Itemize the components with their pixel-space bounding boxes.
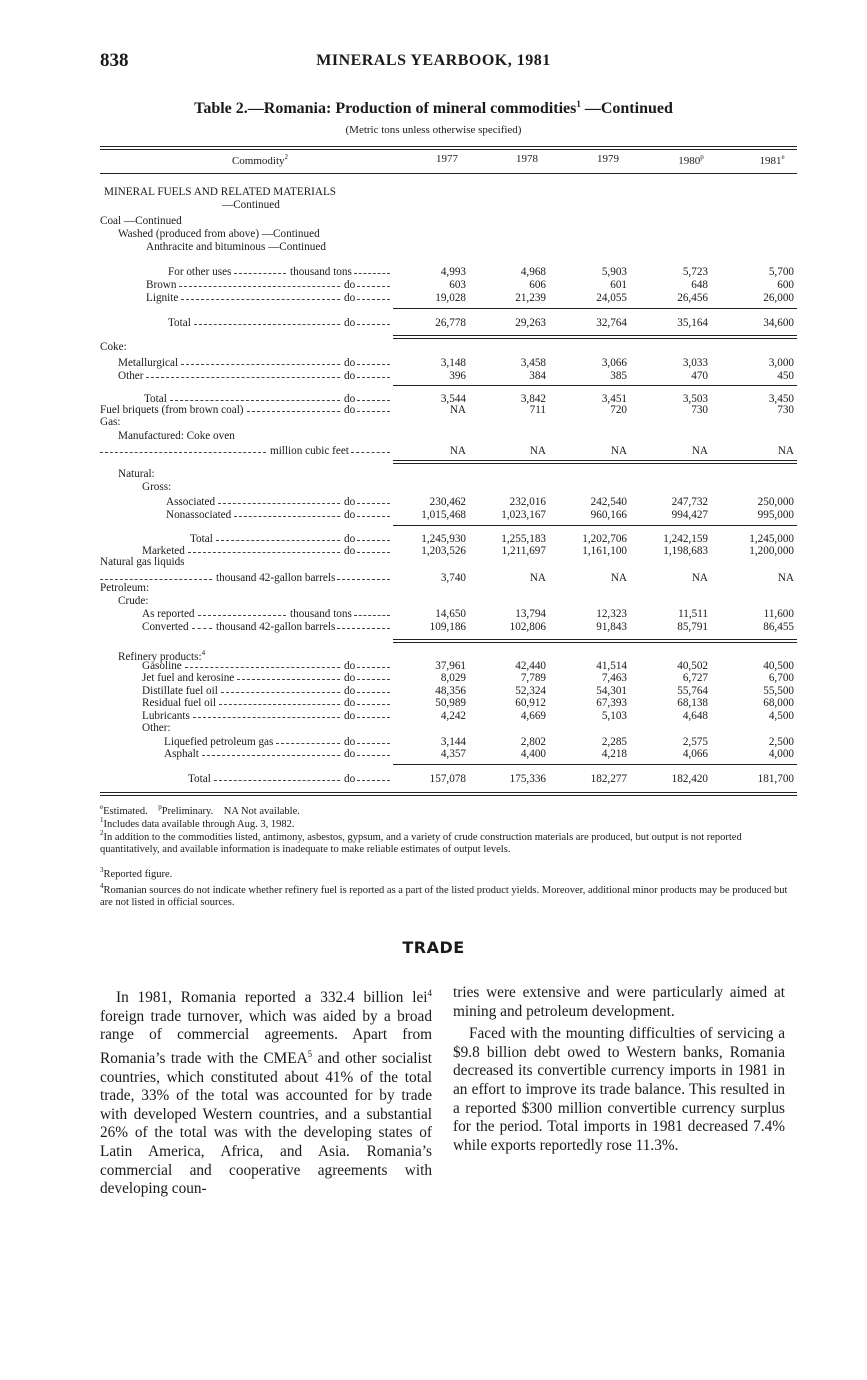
col-1978: 1978 (516, 153, 538, 165)
row-value: 32,764 (596, 317, 627, 329)
trade-p1-sup-b: 5 (307, 1048, 313, 1059)
leader-dots (170, 400, 340, 401)
row-value: 232,016 (509, 496, 546, 508)
row-label: Total (188, 773, 211, 785)
row-unit: do (344, 279, 356, 291)
row-unit: do (344, 292, 356, 304)
col-1981 (750, 153, 794, 167)
table-top-rule (100, 146, 797, 150)
row-value: NA (691, 445, 708, 457)
row-label: Lubricants (142, 710, 190, 722)
row-value: 3,740 (440, 572, 466, 584)
leader-dots (234, 273, 286, 274)
row-value: 19,028 (435, 292, 466, 304)
row-unit: do (344, 545, 356, 557)
row-value: 157,078 (429, 773, 466, 785)
row-value: 6,700 (768, 672, 794, 684)
row-value: 711 (529, 404, 546, 416)
footnote-2-text: In addition to the commodities listed, antimony, asbestos, gypsum, and a variety of crude construction materials are produced, but output is not reported quantitatively, and available information is inadequate to make reliable estimates of output levels. (100, 831, 742, 855)
row-value: 21,239 (515, 292, 546, 304)
footnote-p-sup: p (158, 803, 162, 811)
row-value: 175,336 (509, 773, 546, 785)
table-row (100, 317, 797, 330)
row-value: NA (610, 445, 627, 457)
heading-gross: Gross: (142, 481, 172, 493)
section-heading-cont: —Continued (222, 199, 280, 211)
table-row (100, 572, 797, 585)
row-value: NA (449, 404, 466, 416)
row-value: 384 (529, 370, 546, 382)
row-value: 4,993 (440, 266, 466, 278)
heading-anthracite: Anthracite and bituminous —Continued (146, 241, 326, 253)
row-label: Total (190, 533, 213, 545)
table-row (100, 279, 797, 292)
row-value: 68,000 (763, 697, 794, 709)
leader-dots (218, 503, 340, 504)
table-row (100, 496, 797, 509)
table-subtitle: (Metric tons unless otherwise specified) (345, 124, 522, 136)
row-value: 3,544 (440, 393, 466, 405)
row-value: 60,912 (515, 697, 546, 709)
leader-dots (179, 286, 340, 287)
row-unit: do (344, 404, 356, 416)
footnote-estimated: Estimated. (103, 805, 148, 817)
table-bottom-rule (100, 792, 797, 796)
row-value: 34,600 (763, 317, 794, 329)
row-unit: do (344, 393, 356, 405)
section-rule (393, 639, 797, 643)
col-1977: 1977 (436, 153, 458, 165)
row-value: 182,277 (590, 773, 627, 785)
section-rule (393, 335, 797, 339)
sum-rule (393, 764, 797, 765)
row-value: 42,440 (515, 660, 546, 672)
col-commodity-sup: 2 (284, 153, 289, 161)
table-title-suffix: —Continued (580, 100, 673, 118)
table-row (100, 773, 797, 786)
row-unit: do (344, 317, 356, 329)
row-value: 603 (449, 279, 466, 291)
row-value: 102,806 (509, 621, 546, 633)
row-value: 3,450 (768, 393, 794, 405)
row-value: 960,166 (590, 509, 627, 521)
row-unit: million cubic feet (270, 445, 349, 457)
row-value: 3,458 (520, 357, 546, 369)
row-value: 250,000 (757, 496, 794, 508)
row-value: 4,968 (520, 266, 546, 278)
row-value: 1,211,697 (501, 545, 546, 557)
row-value: 26,000 (763, 292, 794, 304)
row-label: Converted (142, 621, 189, 633)
leader-dots (202, 755, 340, 756)
footnote-na: NA Not available. (223, 805, 300, 817)
row-unit: do (344, 509, 356, 521)
row-value: 14,650 (435, 608, 466, 620)
table-title (0, 99, 867, 118)
row-value: 1,198,683 (663, 545, 708, 557)
row-value: 4,648 (682, 710, 708, 722)
row-label: Total (144, 393, 167, 405)
row-unit: do (344, 660, 356, 672)
table-row (100, 370, 797, 383)
row-value: 13,794 (515, 608, 546, 620)
col-1980-sup: p (700, 153, 704, 161)
row-value: NA (691, 572, 708, 584)
row-unit: do (344, 685, 356, 697)
row-value: NA (777, 572, 794, 584)
row-value: 91,843 (596, 621, 627, 633)
table-row (100, 445, 797, 458)
row-value: 55,500 (763, 685, 794, 697)
leader-dots (192, 628, 212, 629)
row-value: 3,144 (440, 736, 466, 748)
row-value: 41,514 (596, 660, 627, 672)
footnote-3-text: Reported figure. (103, 868, 173, 880)
heading-crude: Crude: (118, 595, 149, 607)
row-value: 4,400 (520, 748, 546, 760)
row-unit: thousand 42-gallon barrels (216, 621, 336, 633)
row-label: Total (168, 317, 191, 329)
row-value: 11,600 (763, 608, 794, 620)
row-value: 606 (529, 279, 546, 291)
heading-coal: Coal —Continued (100, 215, 182, 227)
row-value: 12,323 (596, 608, 627, 620)
row-value: 6,727 (682, 672, 708, 684)
row-value: 5,103 (601, 710, 627, 722)
row-value: 1,161,100 (582, 545, 627, 557)
leader-dots (100, 452, 266, 453)
heading-ngl: Natural gas liquids (100, 556, 185, 568)
row-value: 50,989 (435, 697, 466, 709)
row-value: 1,202,706 (582, 533, 627, 545)
row-value: NA (610, 572, 627, 584)
trade-p1-part-b: foreign trade turnover, which was aided by a broad range of commercial agreements. Apart from Romania’s trade with the CMEA (100, 1007, 432, 1067)
row-value: 8,029 (440, 672, 466, 684)
row-value: 67,393 (596, 697, 627, 709)
footnote-2 (100, 827, 797, 856)
row-value: 86,455 (763, 621, 794, 633)
row-value: 3,451 (601, 393, 627, 405)
table-row (100, 509, 797, 522)
footnote-2-sup: 2 (100, 829, 104, 837)
row-label: Residual fuel oil (142, 697, 216, 709)
row-unit: do (344, 370, 356, 382)
row-value: 29,263 (515, 317, 546, 329)
trade-paragraph-2: Faced with the mounting difficulties of servicing a $9.8 billion debt owed to Western banks, Romania decreased its convertible currency imports in 1981 in an effort to improve its trade balance. This resulted in a reported $300 million convertible currency surplus for the period. Total imports in 1981 decreased 7.4% while exports reportedly rose 11.3%. (453, 1025, 785, 1154)
row-label: Nonassociated (166, 509, 232, 521)
leader-dots (247, 411, 340, 412)
row-label: Distillate fuel oil (142, 685, 218, 697)
row-label: As reported (142, 608, 195, 620)
row-value: NA (529, 445, 546, 457)
row-value: 242,540 (590, 496, 627, 508)
row-value: 7,463 (601, 672, 627, 684)
table-row (100, 748, 797, 761)
table-row (100, 710, 797, 723)
trade-p1-part-c: and other socialist countries, which constituted about 41% of the total trade, 33% of the total was accounted for by trade with developed Western countries, and a substantial 26% of the total was with the developing states of Latin America, Africa, and Asia. Romania’s commercial and cooperative agreements with developing coun- (100, 1049, 432, 1198)
row-value: 4,242 (440, 710, 466, 722)
sum-rule (393, 385, 797, 386)
row-value: 1,245,000 (749, 533, 794, 545)
row-value: 48,356 (435, 685, 466, 697)
footnote-1-sup: 1 (100, 816, 104, 824)
row-value: 40,502 (677, 660, 708, 672)
table-row (100, 357, 797, 370)
leader-dots (146, 377, 340, 378)
row-value: 2,500 (768, 736, 794, 748)
row-value: 995,000 (757, 509, 794, 521)
heading-gas: Gas: (100, 416, 121, 428)
table-row (100, 545, 797, 558)
heading-natural: Natural: (118, 468, 155, 480)
section-heading-trade: TRADE (402, 938, 465, 957)
row-unit: do (344, 533, 356, 545)
row-value: 601 (610, 279, 627, 291)
row-label: Fuel briquets (from brown coal) (100, 404, 244, 416)
row-unit: do (344, 672, 356, 684)
trade-p1-part-a: In 1981, Romania reported a 332.4 billion lei (116, 989, 428, 1007)
row-label: Liquefied petroleum gas (164, 736, 274, 748)
leader-dots (181, 364, 340, 365)
section-rule (393, 460, 797, 464)
footnote-e-sup: e (100, 803, 104, 811)
row-value: 11,511 (678, 608, 708, 620)
leader-dots (237, 679, 340, 680)
table-row (100, 697, 797, 710)
row-value: 396 (449, 370, 466, 382)
row-value: 3,000 (768, 357, 794, 369)
row-value: 1,245,930 (421, 533, 466, 545)
table-title-sup: 1 (576, 99, 581, 109)
row-unit: do (344, 773, 356, 785)
col-1979: 1979 (597, 153, 619, 165)
table-row (100, 672, 797, 685)
row-value: 26,778 (435, 317, 466, 329)
leader-dots (194, 324, 340, 325)
row-value: 3,148 (440, 357, 466, 369)
row-value: NA (449, 445, 466, 457)
row-unit: do (344, 736, 356, 748)
row-value: 648 (691, 279, 708, 291)
row-value: 37,961 (435, 660, 466, 672)
row-label: Asphalt (164, 748, 199, 760)
leader-dots (221, 692, 340, 693)
row-value: NA (529, 572, 546, 584)
heading-manufactured: Manufactured: Coke oven (118, 430, 235, 442)
row-value: 1,255,183 (501, 533, 546, 545)
row-value: 1,015,468 (421, 509, 466, 521)
row-label: Lignite (146, 292, 179, 304)
footnote-4-sup: 4 (100, 882, 104, 890)
row-value: 470 (691, 370, 708, 382)
row-value: 247,732 (671, 496, 708, 508)
section-heading: MINERAL FUELS AND RELATED MATERIALS (104, 186, 337, 198)
row-unit: thousand 42-gallon barrels (216, 572, 336, 584)
table-row (100, 266, 797, 279)
row-value: 4,500 (768, 710, 794, 722)
heading-refinery-text: Refinery products: (118, 650, 202, 663)
leader-dots (276, 743, 340, 744)
row-value: 600 (777, 279, 794, 291)
heading-washed: Washed (produced from above) —Continued (118, 228, 320, 240)
row-value: 450 (777, 370, 794, 382)
trade-column-right (453, 984, 785, 1155)
row-value: 55,764 (677, 685, 708, 697)
row-value: 1,200,000 (749, 545, 794, 557)
row-label: Jet fuel and kerosine (142, 672, 235, 684)
row-value: 35,164 (677, 317, 708, 329)
row-label: Other (118, 370, 144, 382)
row-value: 54,301 (596, 685, 627, 697)
table-head-rule (100, 173, 797, 174)
table-row (100, 292, 797, 305)
row-value: 730 (777, 404, 794, 416)
table-row (100, 621, 797, 634)
row-value: 52,324 (515, 685, 546, 697)
leader-dots (193, 717, 340, 718)
col-commodity (180, 153, 340, 167)
row-value: 4,066 (682, 748, 708, 760)
page-number: 838 (100, 50, 129, 71)
heading-refinery-sup: 4 (201, 649, 206, 657)
row-value: 2,285 (601, 736, 627, 748)
footnote-1-text: Includes data available through Aug. 3, 1982. (103, 818, 295, 830)
leader-dots (234, 516, 340, 517)
row-value: 5,700 (768, 266, 794, 278)
row-value: 4,218 (601, 748, 627, 760)
row-value: 1,242,159 (663, 533, 708, 545)
row-value: 1,203,526 (421, 545, 466, 557)
row-value: 24,055 (596, 292, 627, 304)
row-value: 3,066 (601, 357, 627, 369)
row-label: Gasoline (142, 660, 182, 672)
row-value: 3,503 (682, 393, 708, 405)
col-commodity-text: Commodity (231, 154, 285, 167)
row-unit: do (344, 710, 356, 722)
row-unit: thousand tons (290, 266, 352, 278)
row-value: 4,669 (520, 710, 546, 722)
col-1981-sup: e (781, 153, 785, 161)
leader-dots (185, 667, 340, 668)
heading-coke: Coke: (100, 341, 127, 353)
row-unit: do (344, 357, 356, 369)
row-value: 181,700 (757, 773, 794, 785)
row-value: 3,033 (682, 357, 708, 369)
row-value: 3,842 (520, 393, 546, 405)
row-value: 26,456 (677, 292, 708, 304)
row-value: 2,575 (682, 736, 708, 748)
row-value: 109,186 (429, 621, 466, 633)
table-title-text: Table 2.—Romania: Production of mineral commodities (194, 100, 577, 118)
row-value: NA (777, 445, 794, 457)
footnote-3-sup: 3 (100, 866, 104, 874)
trade-column-left (100, 984, 432, 1199)
row-value: 994,427 (671, 509, 708, 521)
trade-paragraph-1 (100, 984, 432, 1199)
row-label: Associated (166, 496, 216, 508)
row-unit: do (344, 697, 356, 709)
row-value: 2,802 (520, 736, 546, 748)
row-label: Metallurgical (118, 357, 179, 369)
row-value: 5,723 (682, 266, 708, 278)
row-label: For other uses (168, 266, 232, 278)
heading-other: Other: (142, 722, 171, 734)
col-1981-text: 1981 (759, 154, 782, 167)
row-label: Brown (146, 279, 177, 291)
leader-dots (100, 579, 212, 580)
row-value: 5,903 (601, 266, 627, 278)
table-row (100, 404, 797, 417)
leader-dots (216, 540, 340, 541)
running-head: MINERALS YEARBOOK, 1981 (316, 52, 551, 69)
row-value: 7,789 (520, 672, 546, 684)
row-value: 720 (610, 404, 627, 416)
heading-petroleum: Petroleum: (100, 582, 150, 594)
col-1980 (669, 153, 713, 167)
trade-p1-sup-a: 4 (427, 988, 432, 998)
row-value: 68,138 (677, 697, 708, 709)
footnote-3 (100, 864, 797, 881)
row-unit: thousand tons (290, 608, 352, 620)
row-label: Marketed (142, 545, 185, 557)
footnote-4 (100, 880, 797, 909)
row-value: 40,500 (763, 660, 794, 672)
row-unit: do (344, 496, 356, 508)
row-value: 230,462 (429, 496, 466, 508)
leader-dots (214, 780, 340, 781)
row-unit: do (344, 748, 356, 760)
row-value: 385 (610, 370, 627, 382)
leader-dots (188, 552, 340, 553)
row-value: 1,023,167 (501, 509, 546, 521)
table-row (100, 608, 797, 621)
row-value: 4,000 (768, 748, 794, 760)
col-1980-text: 1980 (678, 154, 701, 167)
leader-dots (181, 299, 340, 300)
leader-dots (198, 615, 286, 616)
row-value: 182,420 (671, 773, 708, 785)
footnote-preliminary: Preliminary. (161, 805, 214, 817)
trade-paragraph-1-cont: tries were extensive and were particularly aimed at mining and petroleum development. (453, 984, 785, 1020)
row-value: 85,791 (677, 621, 708, 633)
leader-dots (219, 704, 340, 705)
sum-rule (393, 308, 797, 309)
row-value: 730 (691, 404, 708, 416)
row-value: 4,357 (440, 748, 466, 760)
sum-rule (393, 525, 797, 526)
footnote-4-text: Romanian sources do not indicate whether refinery fuel is reported as a part of the listed product yields. Moreover, additional minor products may be produced but are not listed in official sources. (100, 884, 788, 908)
